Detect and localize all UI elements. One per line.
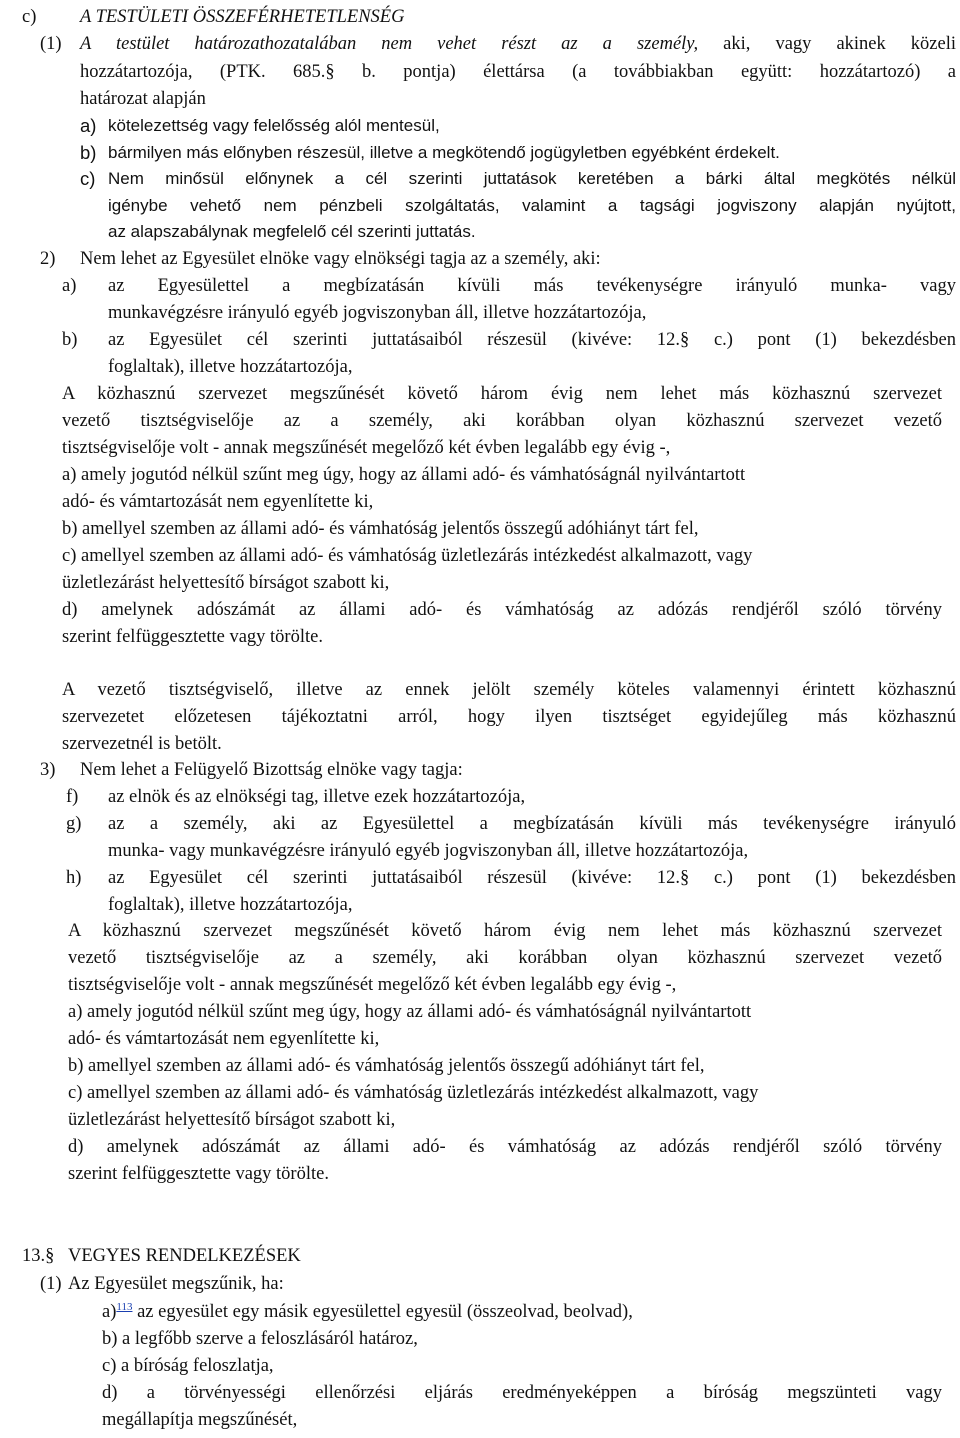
paragraph-line: A testület határozathozatalában nem vehet részt az a személy, aki, vagy akinek közeli: [80, 34, 957, 54]
list-item: az Egyesület cél szerinti juttatásaiból részesül (kivéve: 12.§ c.) pont (1) bekezdésben: [108, 868, 956, 888]
paragraph-line: c) amellyel szemben az állami adó- és vámhatóság üzletlezárás intézkedést alkalmazott, vagy: [68, 1083, 759, 1103]
list-item: bármilyen más előnyben részesül, illetve a megkötendő jogügyletben egyébként érdekelt.: [108, 143, 780, 162]
paragraph-line: üzletlezárást helyettesítő bírságot szabott ki,: [68, 1110, 396, 1130]
list-item: Nem minősül előnynek a cél szerinti juttatások keretében a bárki által megkötés nélkül: [108, 169, 956, 188]
section-number: 13.§: [22, 1246, 55, 1266]
list-marker: b): [80, 142, 97, 163]
paragraph-line: d) amelynek adószámát az állami adó- és vámhatóság az adózás rendjéről szóló törvény: [68, 1137, 942, 1157]
paragraph-line: a) amely jogutód nélkül szűnt meg úgy, hogy az állami adó- és vámhatóságnál nyilvántartott: [62, 465, 746, 485]
list-marker: h): [66, 868, 82, 888]
paragraph-line: hozzátartozója, (PTK. 685.§ b. pontja) élettársa (a továbbiakban együtt: hozzátartozó) a: [80, 62, 956, 82]
section-marker: 3): [40, 760, 56, 780]
paragraph-line: tisztségviselője volt - annak megszűnését megelőző két évben legalább egy évig -,: [68, 975, 677, 995]
list-item: az alapszabálynak megfelelő cél szerinti juttatás.: [108, 222, 476, 241]
paragraph-line: a) amely jogutód nélkül szűnt meg úgy, hogy az állami adó- és vámhatóságnál nyilvántartott: [68, 1002, 752, 1022]
paragraph-marker: (1): [40, 34, 62, 54]
paragraph-line: szerint felfüggesztette vagy törölte.: [62, 627, 323, 647]
paragraph-marker: (1): [40, 1274, 62, 1294]
list-item: az a személy, aki az Egyesülettel a megbízatásán kívüli más tevékenységre irányuló: [108, 814, 956, 834]
list-item: megállapítja megszűnését,: [102, 1410, 298, 1430]
list-item: igénybe vehető nem pénzbeli szolgáltatás, valamint a tagsági jogviszony alapján nyújtott,: [108, 196, 956, 215]
list-marker: c): [80, 168, 96, 189]
paragraph-line: A közhasznú szervezet megszűnését követő három évig nem lehet más közhasznú szervezet: [68, 921, 942, 941]
list-item: munka- vagy munkavégzésre irányuló egyéb jogviszonyban áll, illetve hozzátartozója,: [108, 841, 749, 861]
list-marker: f): [66, 787, 79, 807]
section-intro: Nem lehet az Egyesület elnöke vagy elnökségi tagja az a személy, aki:: [80, 249, 601, 269]
section-intro: Nem lehet a Felügyelő Bizottság elnöke vagy tagja:: [80, 760, 463, 780]
paragraph-line: A vezető tisztségviselő, illetve az ennek jelölt személy köteles valamennyi érintett közhasznú: [62, 680, 956, 700]
list-item: az Egyesülettel a megbízatásán kívüli más tevékenységre irányuló munka- vagy: [108, 276, 956, 296]
section-title: VEGYES RENDELKEZÉSEK: [68, 1246, 301, 1266]
paragraph-line: b) amellyel szemben az állami adó- és vámhatóság jelentős összegű adóhiányt tárt fel,: [68, 1056, 705, 1076]
section-marker: c): [22, 7, 37, 27]
paragraph-line: vezető tisztségviselője az a személy, aki korábban olyan közhasznú szervezet vezető: [62, 411, 942, 431]
paragraph-line: szervezetnél is betölt.: [62, 734, 222, 754]
paragraph-line: szerint felfüggesztette vagy törölte.: [68, 1164, 329, 1184]
list-item: munkavégzésre irányuló egyéb jogviszonyban áll, illetve hozzátartozója,: [108, 303, 647, 323]
list-item: a)$^{113}$ az egyesület egy másik egyesülettel egyesül (összeolvad, beolvad),: [102, 1300, 633, 1322]
paragraph-line: szervezetet előzetesen tájékoztatni arról, hogy ilyen tisztséget egyidejűleg más közhasznú: [62, 707, 956, 727]
list-item: az elnök és az elnökségi tag, illetve ezek hozzátartozója,: [108, 787, 526, 807]
section-title: A TESTÜLETI ÖSSZEFÉRHETETLENSÉG: [80, 7, 405, 27]
list-item: d) a törvényességi ellenőrzési eljárás eredményeképpen a bíróság megszünteti vagy: [102, 1383, 942, 1403]
paragraph-line: adó- és vámtartozását nem egyenlítette ki,: [68, 1029, 380, 1049]
paragraph-line: vezető tisztségviselője az a személy, aki korábban olyan közhasznú szervezet vezető: [68, 948, 942, 968]
paragraph-line: A közhasznú szervezet megszűnését követő három évig nem lehet más közhasznú szervezet: [62, 384, 942, 404]
footnote-link[interactable]: 113: [116, 1300, 133, 1313]
paragraph-line: üzletlezárást helyettesítő bírságot szabott ki,: [62, 573, 390, 593]
list-item: foglaltak), illetve hozzátartozója,: [108, 895, 353, 915]
paragraph-line: tisztségviselője volt - annak megszűnését megelőző két évben legalább egy évig -,: [62, 438, 671, 458]
list-marker: a): [62, 276, 77, 296]
paragraph-intro: Az Egyesület megszűnik, ha:: [68, 1274, 284, 1294]
paragraph-line: adó- és vámtartozását nem egyenlítette ki,: [62, 492, 374, 512]
list-item: foglaltak), illetve hozzátartozója,: [108, 357, 353, 377]
list-marker: g): [66, 814, 82, 834]
paragraph-line: c) amellyel szemben az állami adó- és vámhatóság üzletlezárás intézkedést alkalmazott, vagy: [62, 546, 753, 566]
paragraph-line: b) amellyel szemben az állami adó- és vámhatóság jelentős összegű adóhiányt tárt fel,: [62, 519, 699, 539]
list-item: c) a bíróság feloszlatja,: [102, 1356, 274, 1376]
list-marker: b): [62, 330, 78, 350]
paragraph-line: d) amelynek adószámát az állami adó- és vámhatóság az adózás rendjéről szóló törvény: [62, 600, 942, 620]
list-item: b) a legfőbb szerve a feloszlásáról határoz,: [102, 1329, 418, 1349]
list-marker: a): [80, 115, 97, 136]
paragraph-line: határozat alapján: [80, 89, 206, 109]
list-item: az Egyesület cél szerinti juttatásaiból részesül (kivéve: 12.§ c.) pont (1) bekezdésben: [108, 330, 956, 350]
list-item: kötelezettség vagy felelősség alól mentesül,: [108, 116, 440, 135]
section-marker: 2): [40, 249, 56, 269]
